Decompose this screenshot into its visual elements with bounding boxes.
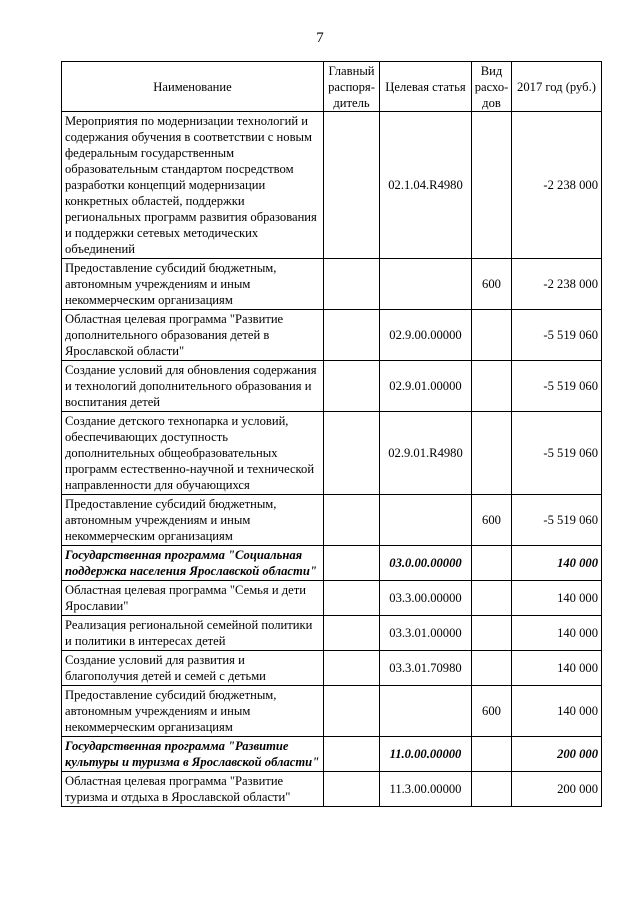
table-row: [62, 581, 602, 616]
cell-manager: [324, 112, 380, 259]
table-row: [62, 686, 602, 737]
cell-amount: -2 238 000: [512, 112, 602, 259]
cell-article: 03.3.01.00000: [380, 616, 472, 651]
cell-article: [380, 495, 472, 546]
table-row: [62, 259, 602, 310]
cell-amount: -2 238 000: [512, 259, 602, 310]
cell-type: 600: [472, 495, 512, 546]
table-row: [62, 651, 602, 686]
table-row: [62, 412, 602, 495]
cell-name: Областная целевая программа "Семья и дети Ярославии": [62, 581, 324, 616]
cell-manager: [324, 581, 380, 616]
table-header-row: [62, 62, 602, 112]
cell-name: Мероприятия по модернизации технологий и содержания обучения в соответствии с новым федеральным государственным образовательным стандартом посредством разработки концепций модернизации конкретных областей, поддержки региональных программ развития образования и поддержки сетевых методических объединений: [62, 112, 324, 259]
cell-type: [472, 772, 512, 807]
cell-type: [472, 361, 512, 412]
table-row: [62, 616, 602, 651]
table-row: [62, 737, 602, 772]
cell-article: 11.3.00.00000: [380, 772, 472, 807]
cell-type: [472, 546, 512, 581]
cell-manager: [324, 259, 380, 310]
cell-article: 02.9.01.00000: [380, 361, 472, 412]
cell-type: 600: [472, 686, 512, 737]
cell-name: Областная целевая программа "Развитие туризма и отдыха в Ярославской области": [62, 772, 324, 807]
table-row: [62, 112, 602, 259]
cell-manager: [324, 310, 380, 361]
header-type: Вид расхо-дов: [472, 62, 512, 112]
cell-manager: [324, 546, 380, 581]
cell-type: [472, 310, 512, 361]
header-name: Наименование: [62, 62, 324, 112]
cell-article: 11.0.00.00000: [380, 737, 472, 772]
cell-name: Предоставление субсидий бюджетным, автономным учреждениям и иным некоммерческим организациям: [62, 495, 324, 546]
cell-type: [472, 737, 512, 772]
cell-name: Реализация региональной семейной политики и политики в интересах детей: [62, 616, 324, 651]
cell-name: Создание условий для обновления содержания и технологий дополнительного образования и воспитания детей: [62, 361, 324, 412]
cell-type: [472, 581, 512, 616]
table-body: [62, 112, 602, 807]
cell-article: 03.3.00.00000: [380, 581, 472, 616]
header-manager: Главный распоря-дитель: [324, 62, 380, 112]
cell-article: 02.9.01.R4980: [380, 412, 472, 495]
cell-amount: 200 000: [512, 737, 602, 772]
cell-manager: [324, 686, 380, 737]
cell-manager: [324, 616, 380, 651]
cell-name: Государственная программа "Социальная поддержка населения Ярославской области": [62, 546, 324, 581]
cell-amount: -5 519 060: [512, 412, 602, 495]
cell-article: 03.3.01.70980: [380, 651, 472, 686]
cell-article: [380, 259, 472, 310]
cell-name: Предоставление субсидий бюджетным, автономным учреждениям и иным некоммерческим организациям: [62, 259, 324, 310]
header-amount: 2017 год (руб.): [512, 62, 602, 112]
cell-name: Создание условий для развития и благополучия детей и семей с детьми: [62, 651, 324, 686]
cell-amount: 140 000: [512, 616, 602, 651]
cell-type: 600: [472, 259, 512, 310]
cell-amount: -5 519 060: [512, 310, 602, 361]
cell-name: Областная целевая программа "Развитие дополнительного образования детей в Ярославской области": [62, 310, 324, 361]
cell-name: Предоставление субсидий бюджетным, автономным учреждениям и иным некоммерческим организациям: [62, 686, 324, 737]
cell-amount: 140 000: [512, 651, 602, 686]
cell-manager: [324, 412, 380, 495]
cell-name: Создание детского технопарка и условий, обеспечивающих доступность дополнительных общеобразовательных программ естественно-научной и технической направленности для обучающихся: [62, 412, 324, 495]
cell-manager: [324, 772, 380, 807]
cell-article: 03.0.00.00000: [380, 546, 472, 581]
table-row: [62, 361, 602, 412]
table-row: [62, 310, 602, 361]
cell-amount: 140 000: [512, 546, 602, 581]
cell-type: [472, 112, 512, 259]
cell-type: [472, 412, 512, 495]
table-row: [62, 546, 602, 581]
header-article: Целевая статья: [380, 62, 472, 112]
page-number: 7: [316, 30, 324, 46]
cell-amount: -5 519 060: [512, 361, 602, 412]
cell-type: [472, 616, 512, 651]
cell-amount: -5 519 060: [512, 495, 602, 546]
cell-article: [380, 686, 472, 737]
cell-name: Государственная программа "Развитие культуры и туризма в Ярославской области": [62, 737, 324, 772]
table-row: [62, 495, 602, 546]
table-row: [62, 772, 602, 807]
cell-manager: [324, 361, 380, 412]
cell-article: 02.1.04.R4980: [380, 112, 472, 259]
cell-amount: 140 000: [512, 581, 602, 616]
cell-amount: 140 000: [512, 686, 602, 737]
cell-manager: [324, 651, 380, 686]
cell-manager: [324, 737, 380, 772]
cell-type: [472, 651, 512, 686]
cell-manager: [324, 495, 380, 546]
cell-article: 02.9.00.00000: [380, 310, 472, 361]
cell-amount: 200 000: [512, 772, 602, 807]
budget-table: [61, 61, 602, 807]
